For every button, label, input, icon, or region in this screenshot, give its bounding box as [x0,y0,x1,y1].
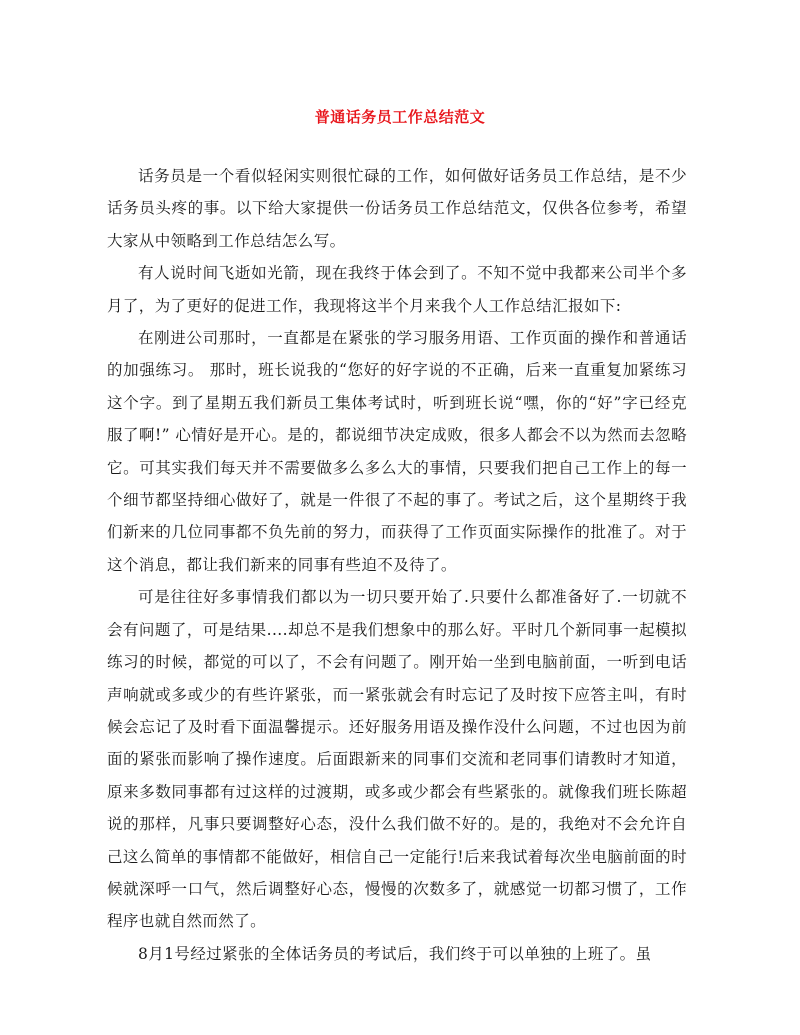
paragraph: 可是往往好多事情我们都以为一切只要开始了.只要什么都准备好了.一切就不会有问题了，可是结果....却总不是我们想象中的那么好。平时几个新同事一起模拟练习的时候，都觉的可以了，不会有问题了。刚开始一坐到电脑前面，一听到电话声响就或多或少的有些许紧张，而一紧张就会有时忘记了及时按下应答主叫，有时候会忘记了及时看下面温馨提示。还好服务用语及操作没什么问题，不过也因为前面的紧张而影响了操作速度。后面跟新来的同事们交流和老同事们请教时才知道，原来多数同事都有过这样的过渡期，或多或少都会有些紧张的。就像我们班长陈超说的那样，凡事只要调整好心态，没什么我们做不好的。是的，我绝对不会允许自己这么简单的事情都不能做好，相信自己一定能行!后来我试着每次坐电脑前面的时候就深呼一口气，然后调整好心态，慢慢的次数多了，就感觉一切都习惯了，工作程序也就自然而然了。 [107,588,687,931]
paragraph: 有人说时间飞逝如光箭，现在我终于体会到了。不知不觉中我都来公司半个多月了，为了更好的促进工作，我现将这半个月来我个人工作总结汇报如下: [107,264,687,315]
document-body [107,160,687,970]
document-title: 普通话务员工作总结范文 [314,108,486,126]
paragraph: 在刚进公司那时，一直都是在紧张的学习服务用语、工作页面的操作和普通话的加强练习。 那时，班长说我的“您好的好字说的不正确，后来一直重复加紧练习这个字。到了星期五我们新员工集体考试时，听到班长说“嘿，你的“好”字已经克服了啊!” 心情好是开心。是的，都说细节决定成败，很多人都会不以为然而去忽略它。可其实我们每天并不需要做多么多么大的事情，只要我们把自己工作上的每一个细节都坚持细心做好了，就是一件很了不起的事了。考试之后，这个星期终于我们新来的几位同事都不负先前的努力，而获得了工作页面实际操作的批准了。对于这个消息，都让我们新来的同事有些迫不及待了。 [107,329,687,574]
paragraph: 8月1号经过紧张的全体话务员的考试后，我们终于可以单独的上班了。虽 [138,944,652,963]
paragraph: 话务员是一个看似轻闲实则很忙碌的工作，如何做好话务员工作总结，是不少话务员头疼的事。以下给大家提供一份话务员工作总结范文，仅供各位参考，希望大家从中领略到工作总结怎么写。 [107,167,687,250]
